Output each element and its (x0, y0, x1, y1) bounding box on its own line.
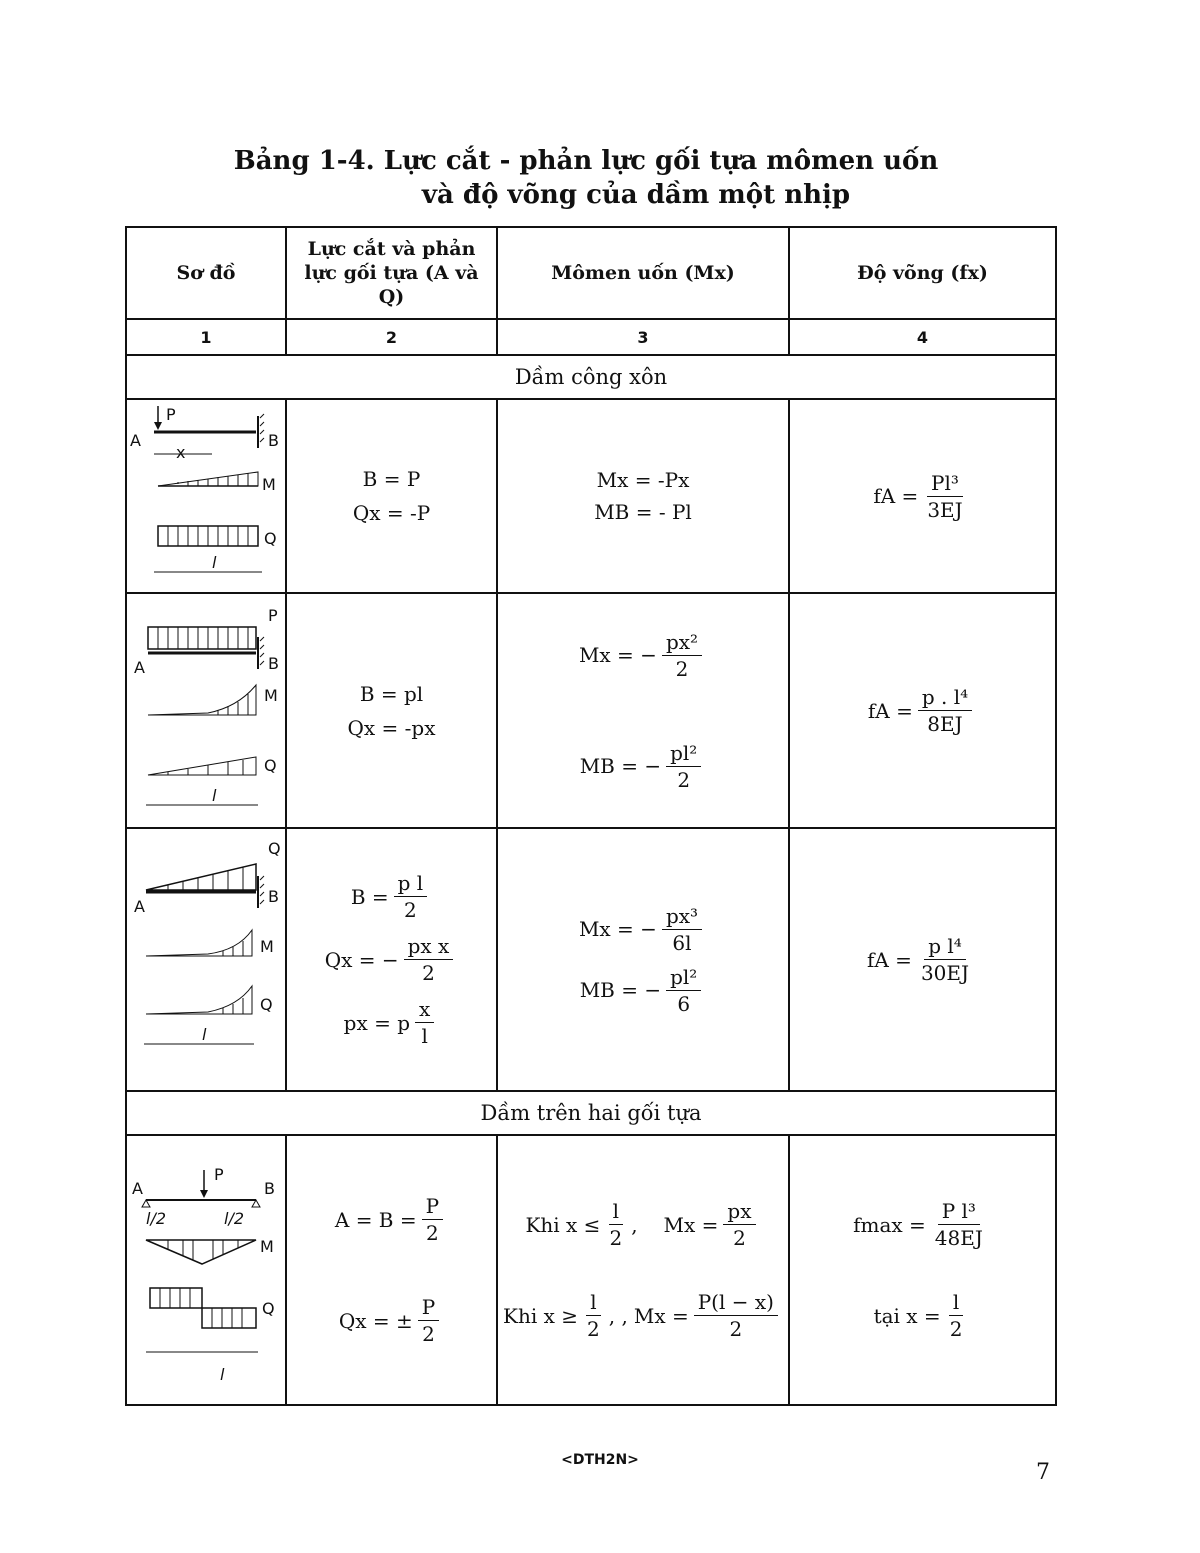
svg-text:l: l (202, 1024, 207, 1044)
formula (790, 1199, 1055, 1250)
svg-text:l/2: l/2 (224, 1209, 245, 1228)
moment-cell (497, 399, 789, 593)
numerator: P (418, 1295, 439, 1321)
formula-lhs: fA = (866, 947, 912, 972)
svg-text:Q: Q (260, 994, 273, 1014)
cantilever-uniform-load-diagram (128, 597, 284, 825)
numerator: p l⁴ (924, 934, 966, 960)
numerator: p . l⁴ (918, 685, 972, 711)
numerator: pl² (666, 965, 701, 991)
denominator: 2 (587, 1317, 600, 1341)
shear-cell (286, 1135, 497, 1405)
numerator: p l (394, 871, 428, 897)
formula: Mx = -Px (596, 468, 690, 492)
deflection-cell (789, 828, 1056, 1091)
cantilever-triangular-load-diagram (128, 832, 284, 1088)
denominator: 30EJ (920, 961, 970, 985)
svg-text:B: B (264, 1179, 275, 1198)
formula: B = pl (359, 681, 424, 706)
svg-text:Q: Q (264, 755, 277, 775)
header-moment: Mômen uốn (Mx) (497, 227, 789, 319)
formula (498, 965, 788, 1016)
denominator: 8EJ (927, 712, 963, 736)
formula-lhs: fA = (867, 698, 913, 723)
formula (287, 1194, 496, 1245)
column-number-row (126, 319, 1056, 355)
header-diagram: Sơ đồ (126, 227, 286, 319)
formula (498, 904, 788, 955)
numerator: l (586, 1290, 600, 1316)
svg-text:B: B (268, 886, 279, 906)
numerator: px² (662, 630, 702, 656)
footer-mark: <DTH2N> (561, 1452, 639, 1468)
separator: , (631, 1212, 638, 1237)
formula (498, 630, 788, 681)
numerator: pl² (666, 741, 701, 767)
deflection-cell (789, 399, 1056, 593)
numerator: P l³ (938, 1199, 980, 1225)
denominator: 2 (422, 961, 435, 985)
section-row-simple (126, 1091, 1056, 1135)
svg-text:Q: Q (264, 529, 277, 548)
formula: Qx = -P (352, 501, 431, 525)
diagram-cell (126, 1135, 286, 1405)
col-num-1: 1 (126, 319, 286, 355)
formula-lhs: A = B = (334, 1207, 417, 1232)
table-row (126, 593, 1056, 828)
svg-text:M: M (260, 936, 274, 956)
numerator: P(l − x) (694, 1290, 778, 1316)
table-row (126, 399, 1056, 593)
diagram-cell (126, 828, 286, 1091)
section-row-cantilever (126, 355, 1056, 399)
numerator: Pl³ (927, 471, 963, 497)
formula-lhs: px = p (343, 1010, 411, 1035)
formula (498, 741, 788, 792)
denominator: 2 (729, 1317, 743, 1341)
svg-text:l: l (220, 1365, 225, 1384)
formula-lhs: tại x = (873, 1303, 941, 1328)
header-row (126, 227, 1056, 319)
svg-text:P: P (268, 605, 278, 625)
svg-text:l: l (212, 785, 217, 805)
formula: B = P (362, 467, 421, 491)
table-row (126, 1135, 1056, 1405)
numerator: x (415, 997, 434, 1023)
beam-table (125, 226, 1057, 1406)
formula-lhs: Khi x ≥ (503, 1303, 579, 1328)
col-num-4: 4 (789, 319, 1056, 355)
denominator: 2 (425, 1221, 439, 1245)
moment-cell (497, 593, 789, 828)
svg-text:A: A (134, 657, 145, 677)
formula-lhs: Mx = − (578, 917, 657, 941)
formula (287, 997, 496, 1048)
svg-text:M: M (264, 685, 278, 705)
table-title-line2: và độ võng của dầm một nhịp (421, 180, 851, 210)
separator: , , (608, 1303, 628, 1328)
deflection-cell (789, 593, 1056, 828)
denominator: 48EJ (934, 1226, 983, 1250)
formula-lhs: B = (350, 884, 389, 909)
numerator: l (609, 1199, 623, 1225)
formula: MB = - Pl (594, 500, 692, 524)
denominator: 2 (677, 767, 691, 792)
formula-lhs: Khi x ≤ (525, 1212, 601, 1237)
formula: Qx = -px (347, 715, 436, 740)
formula-lhs: fmax = (853, 1212, 926, 1237)
formula (790, 934, 1055, 985)
section-title: Dầm công xôn (126, 355, 1056, 399)
svg-text:l: l (212, 553, 217, 572)
svg-text:x: x (176, 443, 186, 462)
formula (287, 934, 496, 985)
formula (790, 471, 1055, 522)
denominator: 2 (422, 1322, 435, 1346)
denominator: 3EJ (927, 497, 963, 522)
table-row (126, 828, 1056, 1091)
numerator: px x (404, 934, 454, 960)
formula (287, 1295, 496, 1346)
col-num-2: 2 (286, 319, 497, 355)
table-title-line1: Bảng 1-4. Lực cắt - phản lực gối tựa mômen uốn (233, 146, 939, 176)
formula (790, 1290, 1055, 1341)
svg-text:Q: Q (268, 838, 281, 858)
formula-lhs: MB = − (579, 978, 662, 1002)
svg-text:M: M (260, 1237, 274, 1256)
formula-lhs: Mx = − (578, 643, 657, 667)
denominator: 2 (404, 898, 417, 922)
formula-lhs: Qx = ± (338, 1308, 413, 1333)
denominator: 2 (675, 656, 689, 681)
formula (498, 1199, 788, 1250)
formula (287, 871, 496, 922)
formula (498, 1290, 788, 1341)
page-number: 7 (1036, 1460, 1050, 1485)
shear-cell (286, 593, 497, 828)
denominator: 2 (949, 1317, 963, 1341)
numerator: P (422, 1194, 443, 1220)
col-num-3: 3 (497, 319, 789, 355)
denominator: 2 (609, 1226, 623, 1250)
formula (790, 685, 1055, 736)
shear-cell (286, 828, 497, 1091)
svg-text:A: A (134, 896, 145, 916)
formula-lhs: Qx = − (324, 947, 399, 972)
svg-text:l/2: l/2 (146, 1209, 167, 1228)
numerator: l (949, 1290, 963, 1316)
denominator: l (421, 1024, 428, 1048)
svg-text:P: P (166, 405, 176, 424)
svg-text:P: P (214, 1165, 224, 1184)
svg-text:B: B (268, 431, 279, 450)
denominator: 2 (733, 1226, 746, 1250)
numerator: px³ (662, 904, 702, 930)
svg-text:B: B (268, 653, 279, 673)
svg-text:A: A (130, 431, 141, 450)
denominator: 6 (677, 991, 691, 1016)
svg-text:Q: Q (262, 1299, 275, 1318)
shear-cell (286, 399, 497, 593)
header-shear: Lực cắt và phản lực gối tựa (A và Q) (286, 227, 497, 319)
simple-beam-point-load-diagram (128, 1140, 284, 1400)
deflection-cell (789, 1135, 1056, 1405)
moment-cell (497, 828, 789, 1091)
cantilever-point-load-diagram (128, 402, 284, 590)
header-deflection: Độ võng (fx) (789, 227, 1056, 319)
svg-text:A: A (132, 1179, 143, 1198)
denominator: 6l (672, 930, 692, 955)
formula-lhs: Mx = (663, 1212, 719, 1237)
moment-cell (497, 1135, 789, 1405)
diagram-cell (126, 593, 286, 828)
diagram-cell (126, 399, 286, 593)
svg-text:M: M (262, 475, 276, 494)
formula-lhs: fA = (873, 484, 919, 508)
formula-lhs: Mx = (633, 1303, 689, 1328)
numerator: px (723, 1199, 755, 1225)
section-title: Dầm trên hai gối tựa (126, 1091, 1056, 1135)
formula-lhs: MB = − (579, 754, 662, 778)
